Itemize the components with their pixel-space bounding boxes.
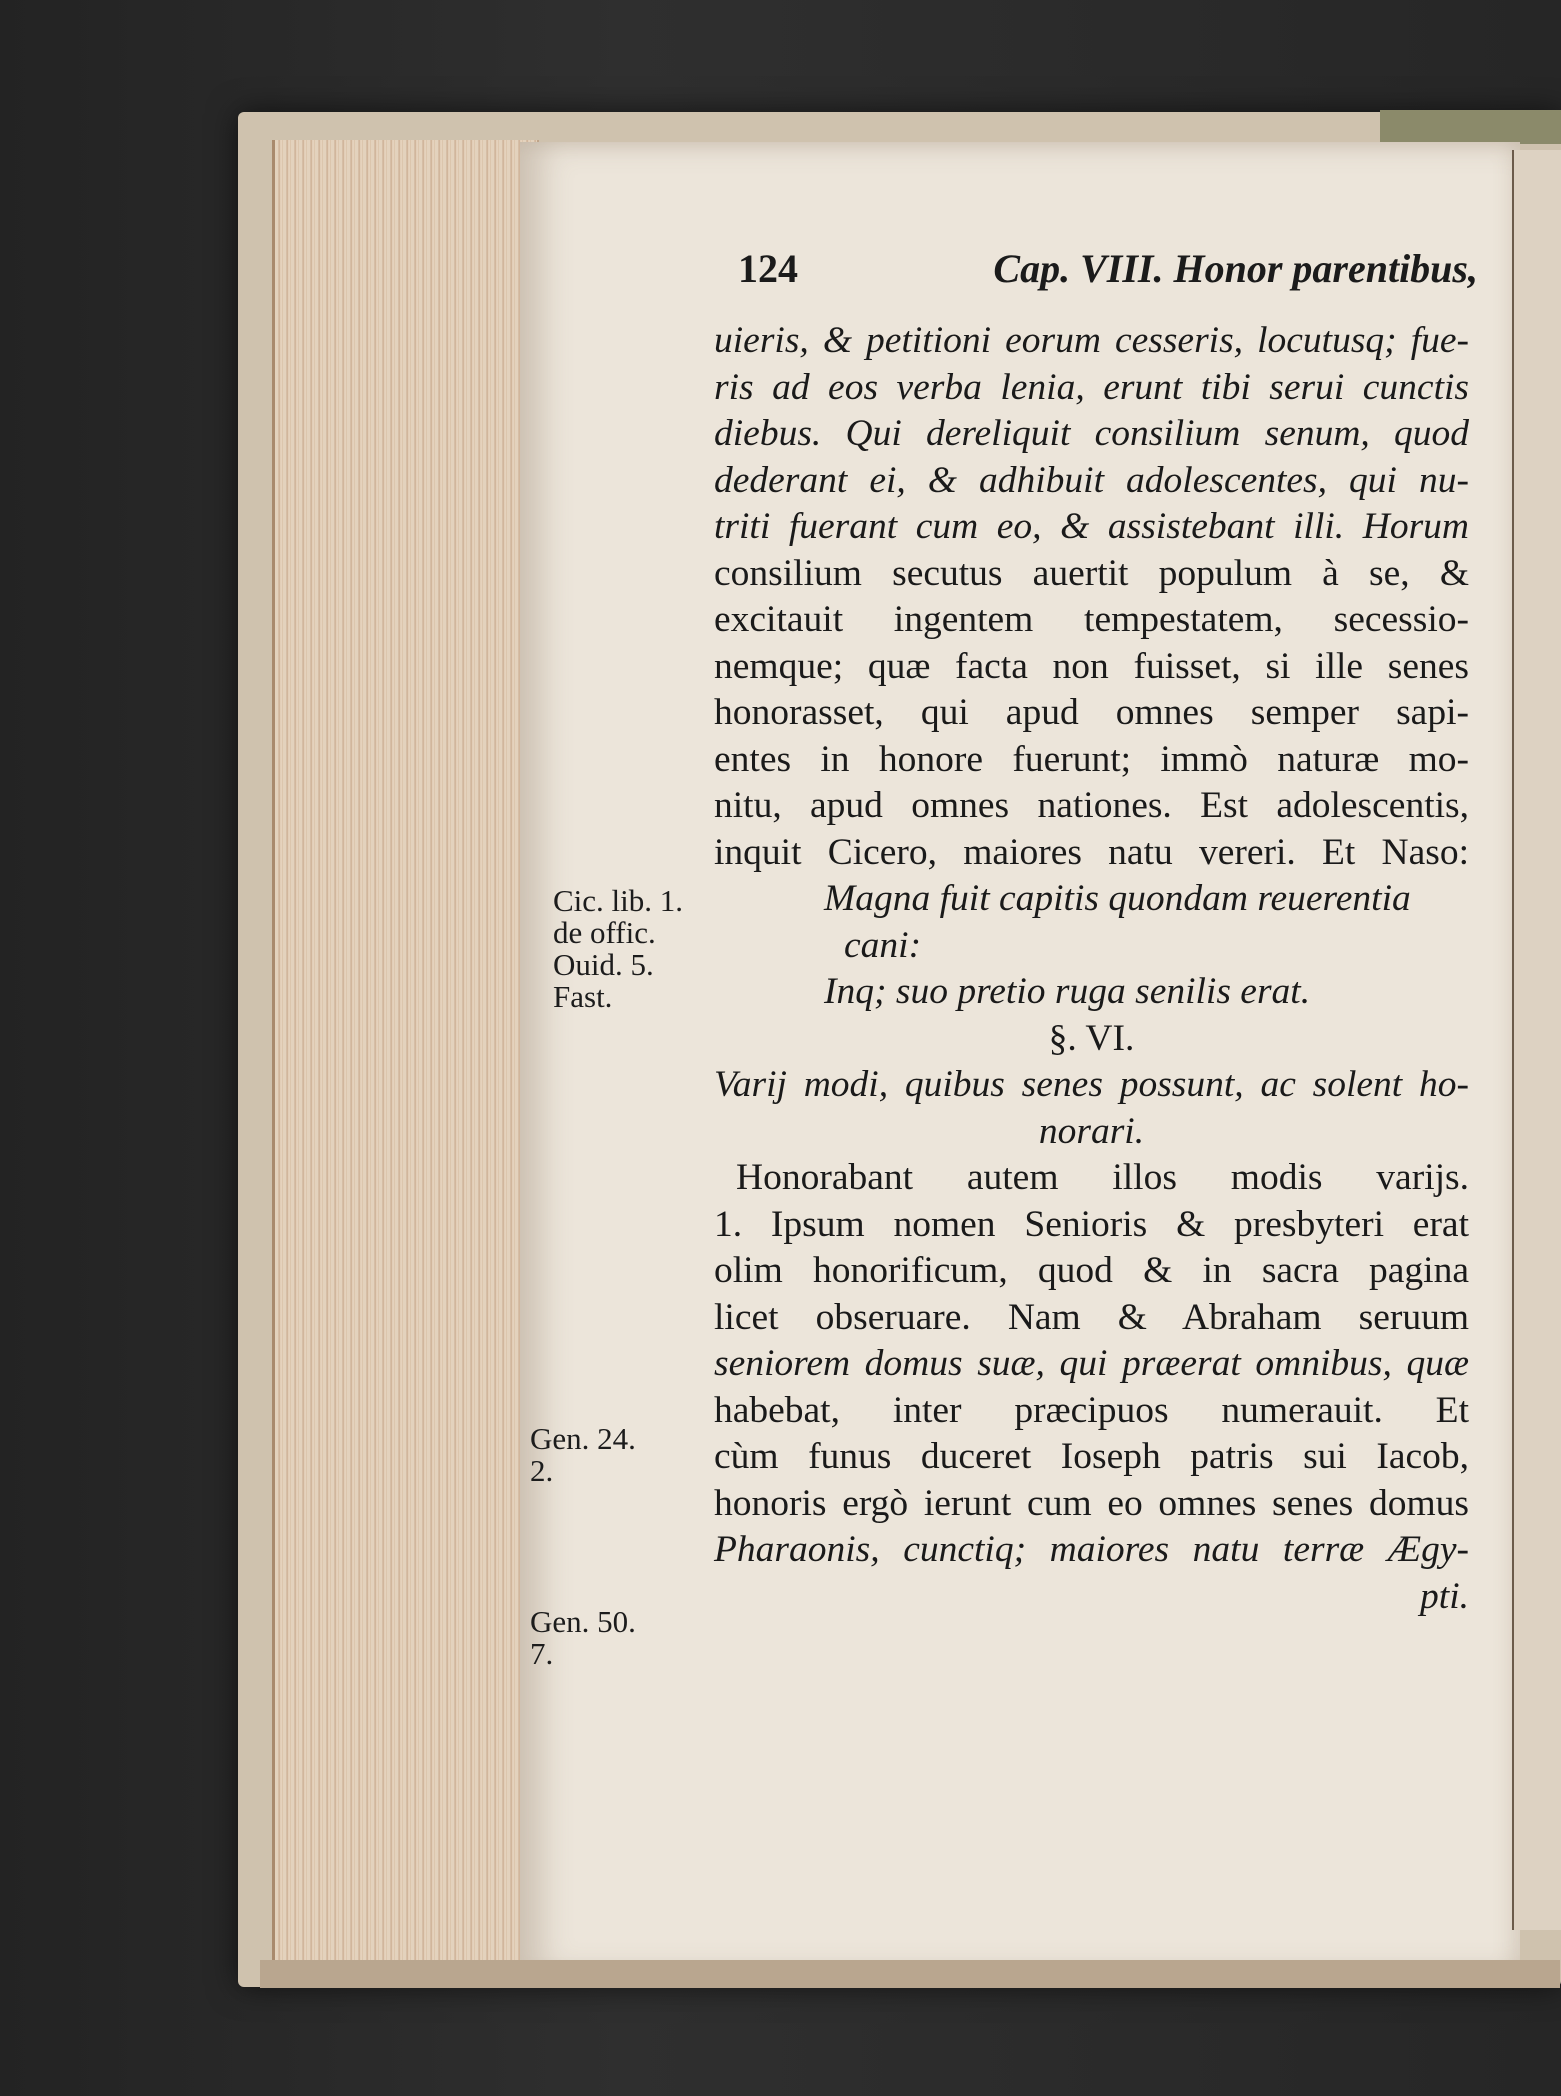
text-line: Pharaonis, cunctiq; maiores natu terræ Ægy- [714,1529,1469,1570]
text-line: seniorem domus suæ, qui præerat omnibus, quæ [714,1343,1469,1384]
margin-note-line: Fast. [553,979,613,1014]
text-line: nemque; quæ facta non fuisset, si ille senes [714,645,1469,687]
text-line: licet obseruare. Nam & Abraham seruum [714,1296,1469,1338]
text-line: uieris, & petitioni eorum cesseris, locutusq; fue- [714,320,1469,361]
margin-note [530,1606,636,1670]
text-line: honoris ergò ierunt cum eo omnes senes domus [714,1482,1469,1524]
book-bottom-edge [260,1960,1560,1988]
text-line: cùm funus duceret Ioseph patris sui Iacob, [714,1436,1469,1477]
text-line: pti. [1420,1575,1469,1617]
section-subtitle: Varij modi, quibus senes possunt, ac solent ho- [714,1064,1469,1105]
section-subtitle: norari. [1038,1110,1145,1152]
margin-note-line: 2. [530,1453,554,1488]
text-line: nitu, apud omnes nationes. Est adolescentis, [714,785,1469,826]
bookmark-ribbon [1380,110,1561,144]
margin-note-line: de offic. [553,915,656,950]
margin-note-line: 7. [530,1636,554,1671]
text-line: honorasset, qui apud omnes semper sapi- [714,692,1469,733]
facing-page-edge [1512,150,1561,1930]
text-line: triti fuerant cum eo, & assistebant illi. Horum [714,506,1469,547]
text-line: excitauit ingentem tempestatem, secessio- [714,599,1469,640]
text-line: entes in honore fuerunt; immò naturæ mo- [714,738,1469,780]
verse-line: Magna fuit capitis quondam reuerentia [824,878,1411,919]
margin-note-line: Ouid. 5. [553,947,654,982]
verse-line: Inq; suo pretio ruga senilis erat. [824,971,1311,1012]
margin-note-line: Gen. 24. [530,1421,636,1456]
text-line: 1. Ipsum nomen Senioris & presbyteri erat [714,1203,1469,1245]
text-line: ris ad eos verba lenia, erunt tibi serui cunctis [714,366,1469,408]
running-title: Cap. VIII. Honor parentibus, [993,246,1478,291]
text-line: Honorabant autem illos modis varijs. [736,1157,1469,1198]
text-line: olim honorificum, quod & in sacra pagina [714,1250,1469,1291]
text-line: habebat, inter præcipuos numerauit. Et [714,1389,1469,1431]
page-number: 124 [738,246,798,291]
section-heading: §. VI. [1048,1017,1135,1059]
margin-note [553,885,683,1013]
text-line: dederant ei, & adhibuit adolescentes, qui nu- [714,459,1469,501]
margin-note-line: Gen. 50. [530,1604,636,1639]
page-edges [272,140,539,1970]
verse-line: cani: [844,924,922,966]
text-line: inquit Cicero, maiores natu vereri. Et Naso: [714,831,1469,873]
margin-note [530,1423,636,1487]
running-header [738,245,1478,295]
margin-note-line: Cic. lib. 1. [553,883,684,918]
text-line: diebus. Qui dereliquit consilium senum, quod [714,413,1469,454]
text-line: consilium secutus auertit populum à se, & [714,552,1469,594]
body-text [714,318,1469,1620]
